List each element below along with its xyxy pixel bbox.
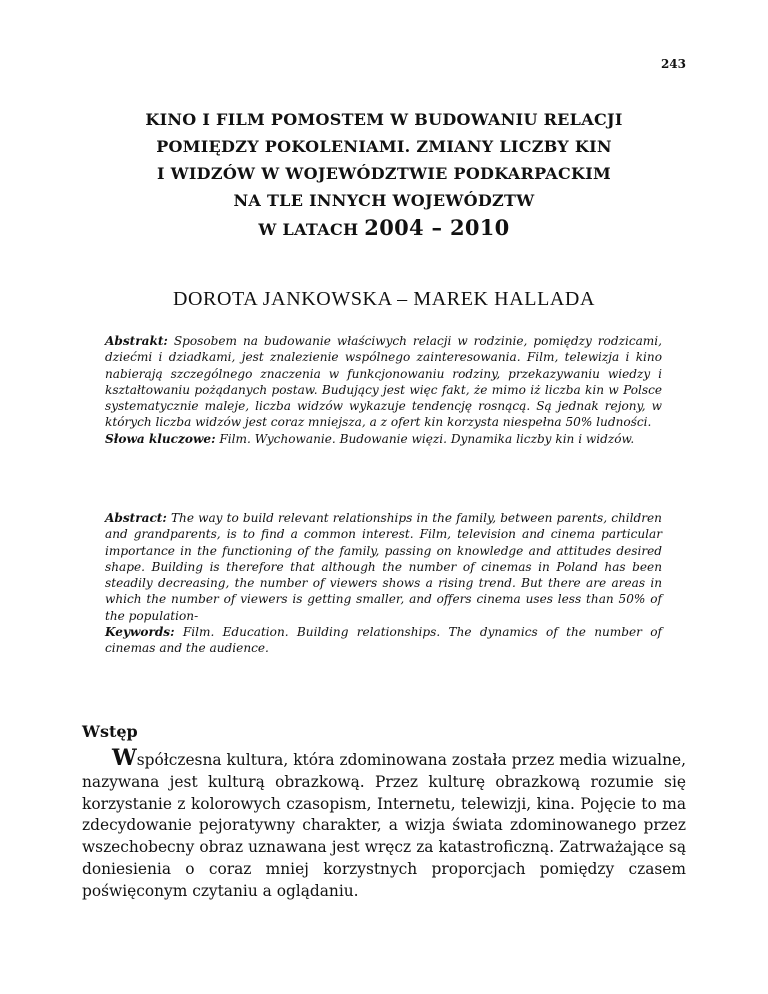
abstract-pl-text: Sposobem na budowanie właściwych relacji w rodzinie, pomiędzy rodzicami, dziećmi i dziadkami, jest znalezienie wspólnego zainteresowania. Film, telewizja i kino nabierają szczególnego znaczenia w funkcjonowaniu rodziny, przekazywaniu wiedzy i kształtowaniu pożądanych postaw. Budujący jest więc fakt, że mimo iż liczba kin w Polsce systematycznie maleje, liczba widzów wykazuje tendencję rosnącą. Są jednak rejony, w których liczba widzów jest coraz mniejsza, a z ofert kin korzysta niespełna 50% ludności. <box>105 334 662 430</box>
title-line-3: I WIDZÓW W WOJEWÓDZTWIE PODKARPACKIM <box>156 164 612 183</box>
keywords-en-text: Film. Education. Building relationships. The dynamics of the number of cinemas and the audience. <box>105 625 662 656</box>
authors: DOROTA JANKOWSKA – MAREK HALLADA <box>172 288 596 310</box>
keywords-pl-text: Film. Wychowanie. Budowanie więzi. Dynamika liczby kin i widzów. <box>219 431 635 446</box>
title-line-1: KINO I FILM POMOSTEM W BUDOWANIU RELACJI <box>145 110 623 129</box>
abstract-en-text: The way to build relevant relationships in the family, between parents, children and grandparents, is to find a common interest. Film, television and cinema particular importance in the functioning of the family, passing on knowledge and attitudes desired shape. Building is therefore that although the number of cinemas in Poland has been steadily decreasing, the number of viewers shows a rising trend. But there are areas in which the number of viewers is getting smaller, and offers cinema uses less than 50% of the population- <box>105 511 662 623</box>
title-line-5 <box>0 214 768 243</box>
body-paragraph <box>82 747 686 903</box>
keywords-en-label: Keywords: <box>105 625 175 640</box>
abstract-pl-label: Abstrakt: <box>105 334 168 348</box>
drop-cap: W <box>112 745 137 771</box>
article-title <box>0 106 768 243</box>
title-years-prefix: W LATACH <box>258 220 365 239</box>
abstract-polish <box>105 333 662 447</box>
section-heading: Wstęp <box>82 722 138 741</box>
abstract-en-label: Abstract: <box>105 511 167 525</box>
keywords-pl-label: Słowa kluczowe: <box>105 431 216 446</box>
body-paragraph-text: spółczesna kultura, która zdominowana została przez media wizualne, nazywana jest kulturą obrazkową. Przez kulturę obrazkową rozumie się korzystanie z kolorowych czasopism, Internetu, telewizji, kina. Pojęcie to ma zdecydowanie pejoratywny charakter, a wizja świata zdominowanego przez wszechobecny obraz uznawana jest wręcz za katastroficzną. Zatrważające są doniesienia o coraz mniej korzystnych proporcjach pomiędzy czasem poświęconym czytaniu a oglądaniu. <box>82 751 686 900</box>
abstract-english <box>105 510 662 657</box>
title-line-2: POMIĘDZY POKOLENIAMI. ZMIANY LICZBY KIN <box>156 137 612 156</box>
page-number: 243 <box>660 57 686 71</box>
title-line-4: NA TLE INNYCH WOJEWÓDZTW <box>233 191 535 210</box>
title-years: 2004 – 2010 <box>364 215 510 240</box>
